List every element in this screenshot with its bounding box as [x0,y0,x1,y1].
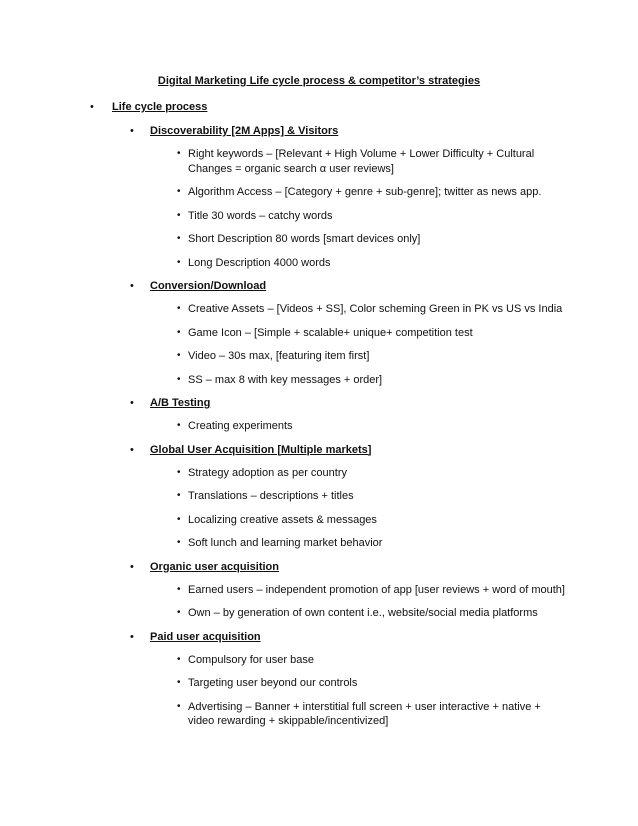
top-level-item-label: Life cycle process [112,101,208,113]
section [0,279,638,387]
section-heading-label: Paid user acquisition [150,630,261,643]
bullet-icon: • [177,209,181,221]
list-item [0,373,638,388]
bullet-icon: • [177,677,181,688]
section-heading-label: Global User Acquisition [Multiple markets] [150,443,372,456]
bullet-icon: • [90,101,94,113]
list-item-text: SS – max 8 with key messages + order] [188,373,383,386]
section-heading-label: Organic user acquisition [150,560,279,573]
list-item [0,185,638,200]
bullet-icon: • [177,350,181,361]
top-level-item [0,100,638,114]
bullet-icon: • [177,513,181,525]
section [0,630,638,729]
bullet-icon: • [130,125,134,137]
list-item [0,349,638,364]
section-list [0,124,638,729]
section-heading [0,124,638,138]
bullet-icon: • [177,148,181,159]
bullet-icon: • [177,373,181,385]
bullet-icon: • [177,303,181,314]
bullet-icon: • [130,560,134,573]
list-item-text: Algorithm Access – [Category + genre + sub-genre]; twitter as news app. [188,186,542,198]
list-item-text: Compulsory for user base [188,653,314,666]
list-item-text: Translations – descriptions + titles [188,490,354,502]
list-item [0,419,638,434]
bullet-icon: • [177,653,181,665]
bullet-icon: • [130,443,134,456]
section [0,124,638,270]
list-item [0,583,638,598]
list-item [0,700,638,729]
bullet-icon: • [130,397,134,409]
section-heading-label: Discoverability [2M Apps] & Visitors [150,125,339,137]
bullet-icon: • [177,583,181,595]
bullet-icon: • [177,607,181,618]
bullet-icon: • [177,490,181,501]
bullet-icon: • [177,326,181,338]
bullet-icon: • [130,280,134,292]
document-title: Digital Marketing Life cycle process & competitor’s strategies [157,75,481,87]
list-item-text: Targeting user beyond our controls [188,677,358,689]
list-item [0,256,638,271]
bullet-icon: • [177,420,181,431]
list-item [0,489,638,504]
list-item [0,536,638,551]
bullet-icon: • [177,256,181,268]
list-item-text: Creative Assets – [Videos + SS], Color scheming Green in PK vs US vs India [188,303,563,315]
list-item-text: Right keywords – [Relevant + High Volume + Lower Difficulty + Cultural Changes = organic search α user reviews] [188,148,535,175]
list-item [0,209,638,224]
section [0,396,638,434]
list-item-text: Earned users – independent promotion of app [user reviews + word of mouth] [188,583,565,596]
section [0,443,638,551]
list-item-text: Long Description 4000 words [188,256,331,269]
section-heading-label: Conversion/Download [150,280,267,292]
bullet-icon: • [177,537,181,548]
list-item [0,147,638,176]
list-item [0,302,638,317]
list-item-text: Advertising – Banner + interstitial full screen + user interactive + native + video rewarding + skippable/incentivized] [188,700,541,727]
section-heading-label: A/B Testing [150,397,211,409]
section-heading [0,560,638,574]
list-item [0,326,638,341]
list-item [0,653,638,668]
list-item [0,606,638,621]
list-item [0,676,638,691]
list-item [0,513,638,528]
list-item [0,466,638,481]
bullet-icon: • [130,630,134,643]
section-heading [0,630,638,644]
section-heading [0,279,638,293]
bullet-icon: • [177,233,181,244]
list-item-text: Soft lunch and learning market behavior [188,537,383,549]
section-heading [0,396,638,410]
list-item [0,232,638,247]
bullet-icon: • [177,466,181,478]
list-item-text: Localizing creative assets & messages [188,513,377,526]
section-heading [0,443,638,457]
list-item-text: Game Icon – [Simple + scalable+ unique+ competition test [188,326,473,339]
bullet-icon: • [177,186,181,197]
section [0,560,638,621]
list-item-text: Title 30 words – catchy words [188,209,333,222]
list-item-text: Creating experiments [188,420,293,432]
bullet-icon: • [177,700,181,712]
list-item-text: Strategy adoption as per country [188,466,347,479]
list-item-text: Short Description 80 words [smart devices only] [188,233,421,245]
list-item-text: Own – by generation of own content i.e., website/social media platforms [188,607,538,619]
list-item-text: Video – 30s max, [featuring item first] [188,350,370,362]
